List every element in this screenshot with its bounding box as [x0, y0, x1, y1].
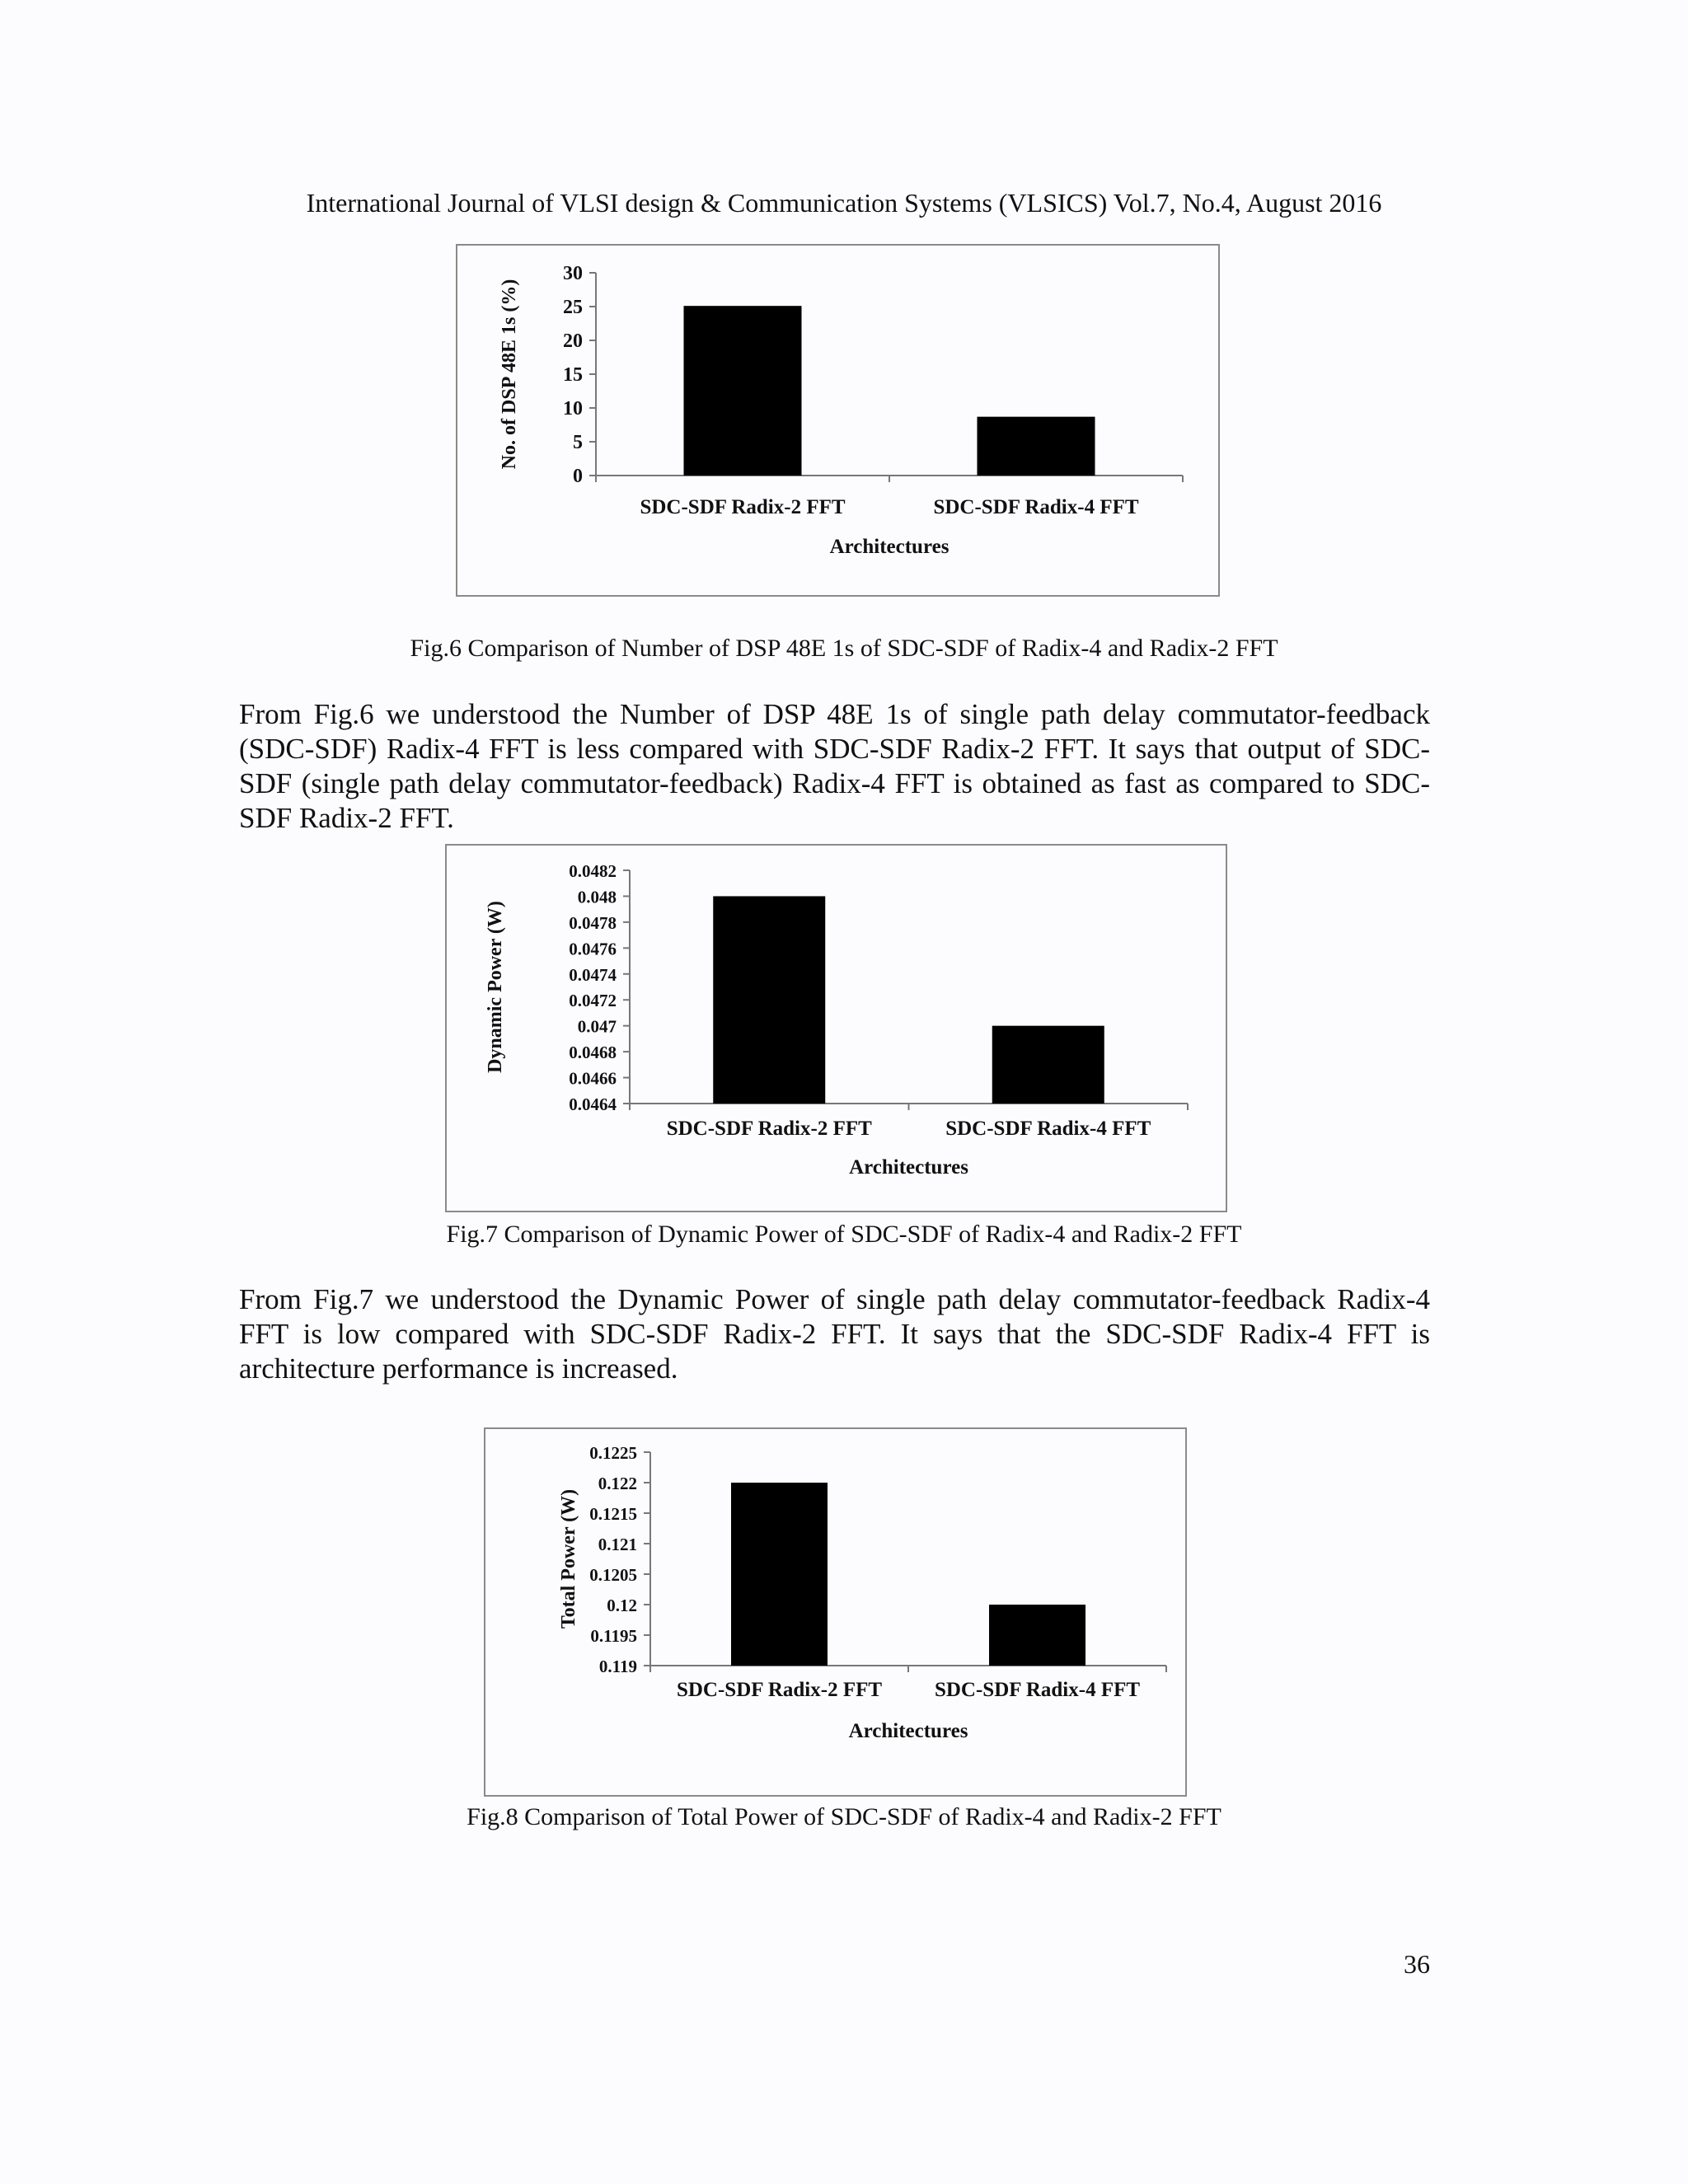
bar: [713, 896, 825, 1104]
figure-8-caption: Fig.8 Comparison of Total Power of SDC-SDF of Radix-4 and Radix-2 FFT: [467, 1803, 1221, 1830]
y-tick-label: 0.0482: [569, 861, 617, 881]
x-category-label: SDC-SDF Radix-4 FFT: [945, 1118, 1151, 1140]
y-tick-label: 0: [573, 466, 583, 487]
y-tick-label: 0.119: [598, 1657, 637, 1676]
y-tick-label: 20: [563, 330, 583, 352]
bar: [989, 1605, 1085, 1666]
y-tick-label: 0.0478: [569, 912, 617, 933]
y-tick-label: 0.0464: [569, 1094, 617, 1114]
y-tick-label: 0.0468: [569, 1043, 617, 1063]
journal-header: International Journal of VLSI design & Communication Systems (VLSICS) Vol.7, No.4, August 2016: [306, 188, 1382, 218]
chart-svg: [457, 246, 1218, 595]
y-tick-label: 30: [563, 263, 583, 284]
chart-svg: [485, 1429, 1185, 1795]
bar: [992, 1026, 1104, 1104]
x-category-label: SDC-SDF Radix-4 FFT: [934, 1679, 1141, 1701]
paragraph-fig7: From Fig.7 we understood the Dynamic Power of single path delay commutator-feedback Radix-4 FFT is low compared with SDC-SDF Radix-2 FFT. It says that the SDC-SDF Radix-4 FFT is architecture performance is increased.: [239, 1283, 1430, 1385]
y-tick-label: 10: [563, 398, 583, 419]
y-tick-label: 0.0472: [569, 991, 617, 1011]
y-tick-label: 0.12: [607, 1596, 637, 1615]
bar: [978, 417, 1095, 476]
x-category-label: SDC-SDF Radix-2 FFT: [676, 1679, 883, 1701]
x-category-label: SDC-SDF Radix-4 FFT: [933, 496, 1139, 518]
chart-svg: [447, 846, 1226, 1211]
y-tick-label: 0.047: [577, 1016, 617, 1037]
x-axis-title: Architectures: [848, 1720, 968, 1742]
y-tick-label: 0.1195: [590, 1626, 637, 1646]
y-tick-label: 0.121: [598, 1535, 637, 1554]
y-tick-label: 0.0476: [569, 939, 617, 959]
paragraph-fig6: From Fig.6 we understood the Number of DSP 48E 1s of single path delay commutator-feedback (SDC-SDF) Radix-4 FFT is less compared with SDC-SDF Radix-2 FFT. It says that output of SDC-SDF (single path delay commutator-feedback) Radix-4 FFT is obtained as fast as compared to SDC-SDF Radix-2 FFT.: [239, 698, 1430, 834]
x-category-label: SDC-SDF Radix-2 FFT: [666, 1118, 872, 1140]
y-axis-title: No. of DSP 48E 1s (%): [499, 279, 520, 470]
y-tick-label: 0.122: [598, 1474, 637, 1493]
y-tick-label: 25: [563, 297, 583, 318]
figure-6-caption: Fig.6 Comparison of Number of DSP 48E 1s of SDC-SDF of Radix-4 and Radix-2 FFT: [410, 635, 1278, 662]
figure-6-dsp-chart: [456, 244, 1220, 597]
x-axis-title: Architectures: [849, 1156, 968, 1179]
bar: [731, 1483, 828, 1666]
page-number: 36: [1404, 1949, 1430, 1979]
y-axis-title: Total Power (W): [558, 1488, 579, 1629]
x-category-label: SDC-SDF Radix-2 FFT: [640, 496, 846, 518]
figure-7-dynamic-power-chart: [445, 844, 1227, 1212]
y-tick-label: 0.0466: [569, 1068, 617, 1089]
figure-8-total-power-chart: [484, 1427, 1187, 1797]
y-tick-label: 0.1205: [589, 1565, 637, 1585]
x-axis-title: Architectures: [829, 536, 950, 558]
y-tick-label: 15: [563, 364, 583, 386]
figure-7-caption: Fig.7 Comparison of Dynamic Power of SDC-SDF of Radix-4 and Radix-2 FFT: [446, 1221, 1242, 1248]
y-tick-label: 0.0474: [569, 964, 617, 985]
y-axis-title: Dynamic Power (W): [485, 901, 506, 1073]
y-tick-label: 0.1225: [589, 1443, 637, 1463]
y-tick-label: 5: [573, 432, 583, 453]
y-tick-label: 0.048: [577, 887, 617, 907]
y-tick-label: 0.1215: [589, 1504, 637, 1524]
bar: [684, 306, 802, 476]
